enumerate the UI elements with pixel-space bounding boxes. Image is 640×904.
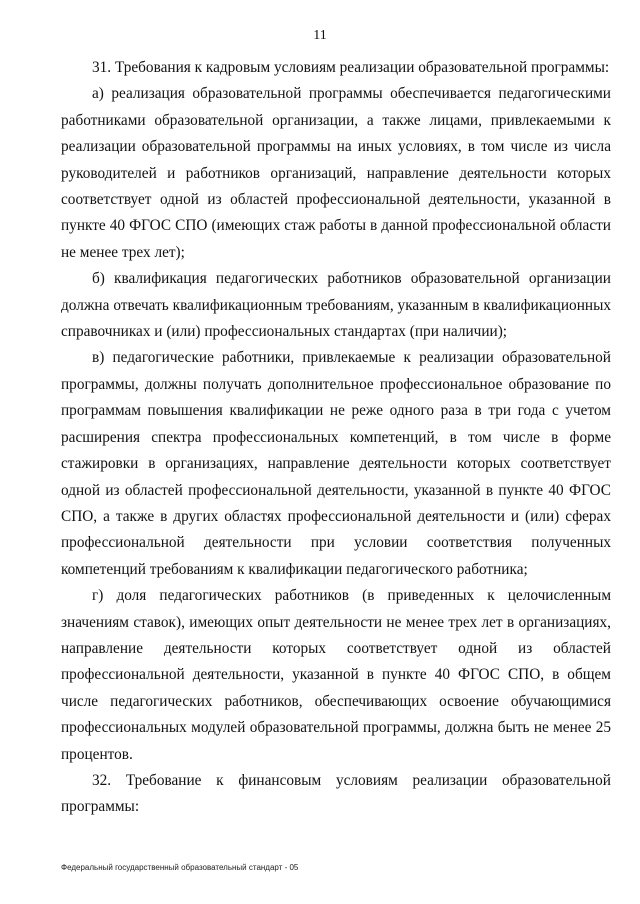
- paragraph-31-item-a: а) реализация образовательной программы обеспечивается педагогическими работниками образовательной организации, а также лицами, привлекаемыми к реализации образовательной программы на иных условиях, в том числе из числа руководителей и работников организаций, направление деятельности которых соответствует одной из областей профессиональной деятельности, указанной в пункте 40 ФГОС СПО (имеющих стаж работы в данной профессиональной области не менее трех лет);: [61, 85, 611, 261]
- document-body: [61, 55, 611, 821]
- paragraph-31-item-b: б) квалификация педагогических работников образовательной организации должна отвечать квалификационным требованиям, указанным в квалификационных справочниках и (или) профессиональных стандартах (при наличии);: [61, 270, 611, 341]
- paragraph-31-item-v: в) педагогические работники, привлекаемые к реализации образовательной программы, должны получать дополнительное профессиональное образование по программам повышения квалификации не реже одного раза в три года с учетом расширения спектра профессиональных компетенций, в том числе в форме стажировки в организациях, направление деятельности которых соответствует одной из областей профессиональной деятельности, указанной в пункте 40 ФГОС СПО, а также в других областях профессиональной деятельности и (или) сферах профессиональной деятельности при условии соответствия полученных компетенций требованиям к квалификации педагогического работника;: [61, 349, 611, 578]
- paragraph-31-item-g: г) доля педагогических работников (в приведенных к целочисленным значениям ставок), имеющих опыт деятельности не менее трех лет в организациях, направление деятельности которых соответствует одной из областей профессиональной деятельности, указанной в пункте 40 ФГОС СПО, в общем числе педагогических работников, обеспечивающих освоение обучающимися профессиональных модулей образовательной программы, должна быть не менее 25 процентов.: [61, 587, 611, 763]
- page-number: 11: [313, 28, 327, 43]
- paragraph-32-heading: 32. Требование к финансовым условиям реализации образовательной программы:: [61, 771, 611, 816]
- page-footer: Федеральный государственный образовательный стандарт - 05: [61, 863, 299, 872]
- paragraph-31-heading: 31. Требования к кадровым условиям реализации образовательной программы:: [92, 59, 610, 76]
